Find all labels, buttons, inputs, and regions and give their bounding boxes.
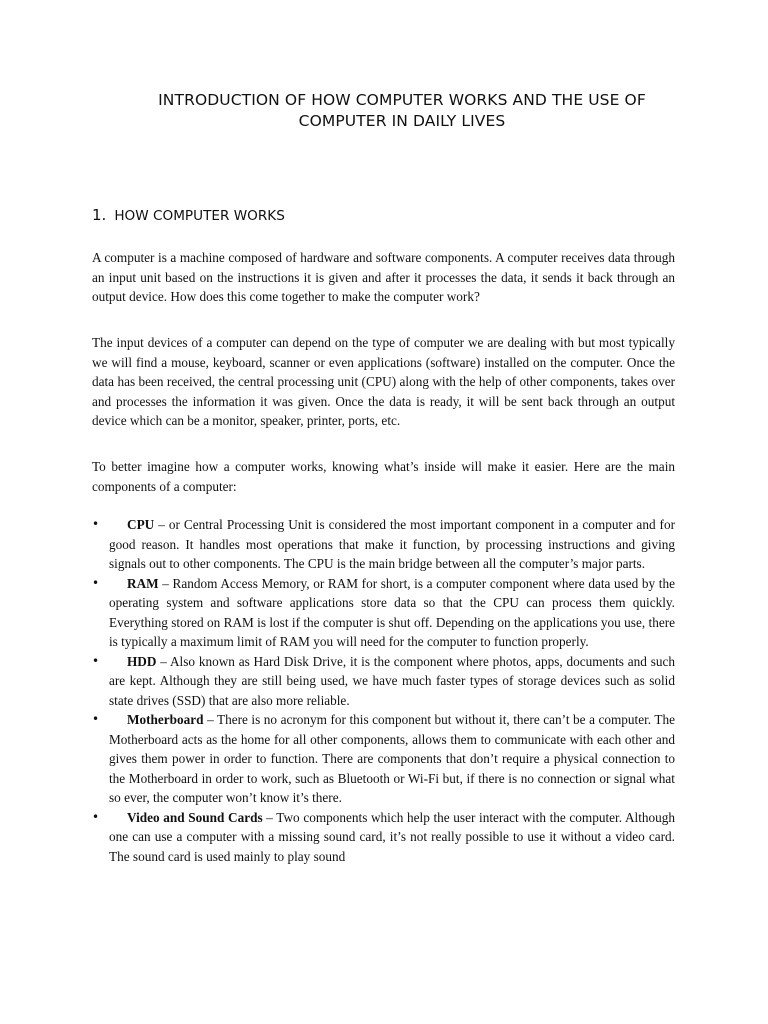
document-title-line-2: COMPUTER IN DAILY LIVES — [298, 112, 506, 130]
document-title — [92, 90, 712, 132]
bullet-icon: • — [92, 809, 100, 824]
description-motherboard: – There is no acronym for this component but without it, there can’t be a computer. The Motherboard acts as the home for all other components, allows them to communicate with each other and gives them power in order to function. There are components that don’t require a physical connection to the Motherboard in order to work, such as Bluetooth or Wi-Fi but, if there is no connection or signal what so ever, the computer won’t know it’s there. — [109, 712, 675, 805]
term-motherboard: Motherboard — [127, 712, 204, 727]
section-heading — [92, 206, 285, 225]
components-list — [92, 515, 675, 866]
description-video-sound-cards: – Two components which help the user interact with the computer. Although one can use a computer with a missing sound card, it’s not really possible to use it without a video card. The sound card is used mainly to play sound — [109, 809, 675, 864]
paragraph-3: To better imagine how a computer works, knowing what’s inside will make it easier. Here are the main components of a computer: — [92, 459, 675, 494]
bullet-icon: • — [92, 517, 100, 531]
list-item-hdd — [92, 652, 675, 711]
term-hdd: HDD — [127, 653, 157, 669]
description-hdd: – Also known as Hard Disk Drive, it is the component where photos, apps, documents and such are kept. Although they are still being used, we have much faster types of storage devices such as solid state drives (SSD) that are also more reliable. — [109, 653, 675, 708]
description-ram: – Random Access Memory, or RAM for short, is a computer component where data used by the operating system and software applications store data so that the CPU can process them quickly. Everything stored on RAM is lost if the computer is shut off. Depending on the applications you use, there is typically a maximum limit of RAM you will need for the computer to function properly. — [109, 575, 675, 649]
section-number: 1. — [92, 206, 107, 224]
list-item-cpu — [92, 515, 675, 574]
document-title-line-1: INTRODUCTION OF HOW COMPUTER WORKS AND THE USE OF — [158, 91, 646, 109]
section-heading-text: HOW COMPUTER WORKS — [114, 208, 285, 224]
list-item-ram — [92, 574, 675, 652]
list-item-video-sound-cards — [92, 808, 675, 867]
term-ram: RAM — [127, 575, 159, 591]
term-video-sound-cards: Video and Sound Cards — [127, 809, 263, 825]
bullet-icon: • — [92, 712, 100, 726]
description-cpu: – or Central Processing Unit is considered the most important component in a computer and for good reason. It handles most operations that make it function, by processing instructions and giving signals out to other components. The CPU is the main bridge between all the computer’s major parts. — [109, 517, 675, 571]
bullet-icon: • — [92, 575, 100, 590]
paragraph-2: The input devices of a computer can depend on the type of computer we are dealing with but most typically we will find a mouse, keyboard, scanner or even applications (software) installed on the computer. Once the data has been received, the central processing unit (CPU) along with the help of other components, takes over and processes the information it was given. Once the data is ready, it will be sent back through an output device which can be a monitor, speaker, printer, ports, etc. — [92, 335, 675, 428]
list-item-motherboard — [92, 710, 675, 808]
bullet-icon: • — [92, 653, 100, 668]
paragraph-1: A computer is a machine composed of hardware and software components. A computer receives data through an input unit based on the instructions it is given and after it processes the data, it sends it back through an output device. How does this come together to make the computer work? — [92, 250, 675, 304]
term-cpu: CPU — [127, 517, 155, 532]
